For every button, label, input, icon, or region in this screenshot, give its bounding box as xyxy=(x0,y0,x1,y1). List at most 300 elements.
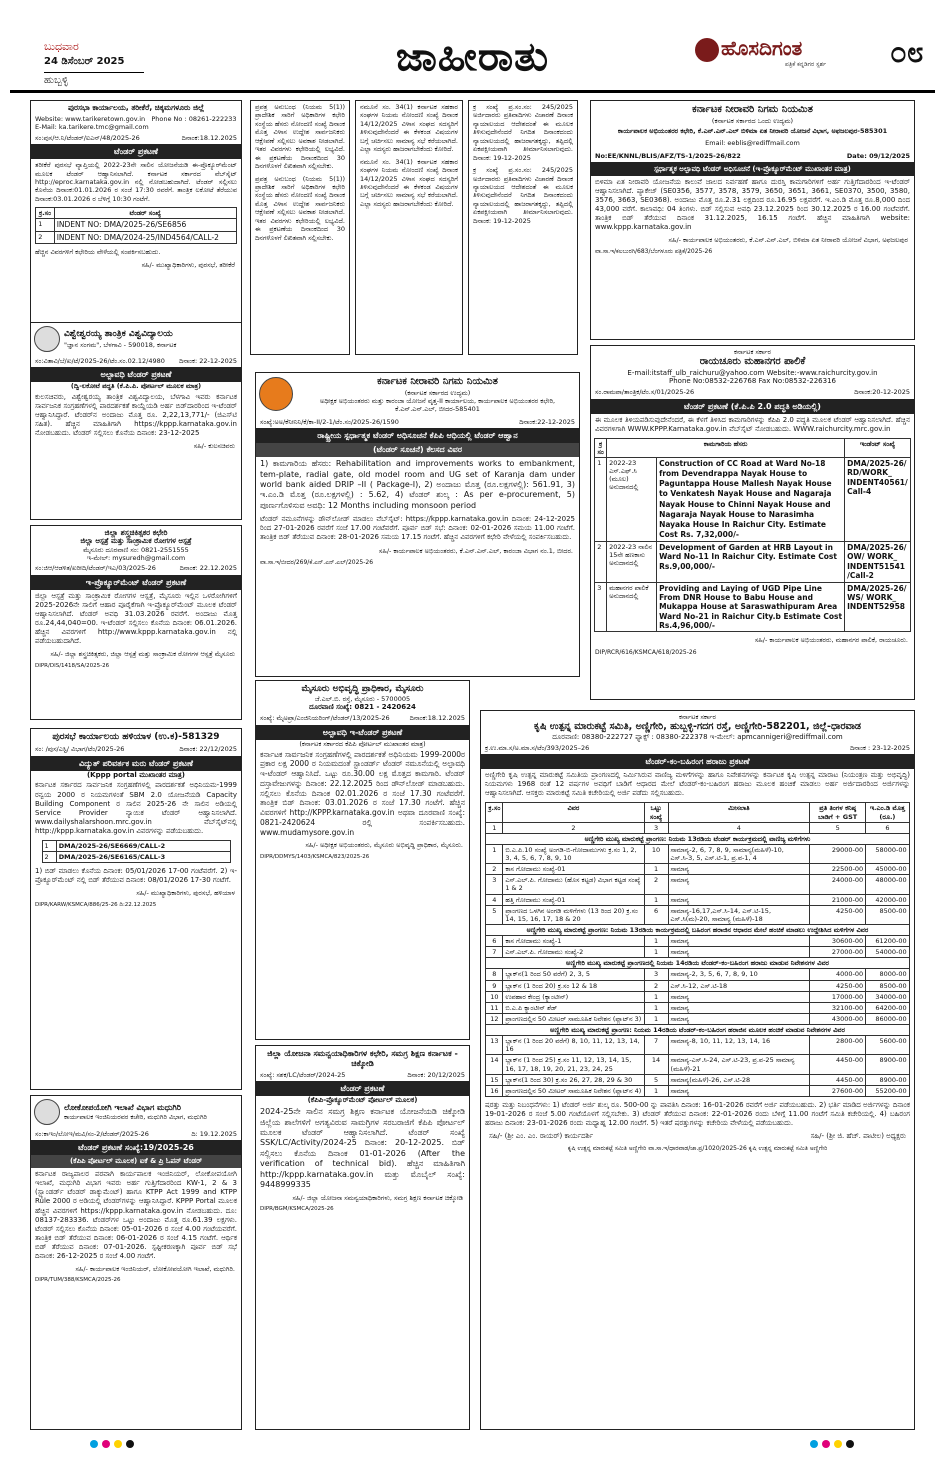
page-number: ೦೮ xyxy=(890,35,924,70)
cell: ಮಹಾನಗರ ಪಾಲಿಕೆ ಅನುದಾನದಲ್ಲಿ xyxy=(607,582,657,632)
ad-body-2: 1) ಬಿಡ್ ಮಾಡಲು ಕೊನೆಯ ದಿನಾಂಕ: 05/01/2026 17-00 ಗಂಟೆವರೆಗೆ. 2) ಇ-ಪ್ರೊಕ್ಯೂರ್‌ಮೆಂಟ್ ನಲ್ಲಿ ಬಿಡ್ ತೆರೆಯುವ ದಿನಾಂಕ: 08/01/2026 17-30 ಗಂಟೆಗೆ. xyxy=(35,867,237,885)
cell: ಹತ್ತಿ ಗೋದಾಮು ಸಂಖ್ಯೆ-01 xyxy=(503,894,644,905)
ad-body: ಬಿಳಿಮಾ ಏತ ನೀರಾವರಿ ಯೋಜನೆಯ ಕಾಲುವೆ ಜಾಲದ ನಿರ್ವಹಣೆ ಹಾಗೂ ದುರಸ್ತಿ ಕಾಮಗಾರಿಗಳಿಗೆ ಅರ್ಹ ಗುತ್ತಿಗೆದಾರರಿಂದ ಇ-ಟೆಂಡರ್ ಆಹ್ವಾನಿಸಲಾಗಿದೆ. ಪ್ಯಾಕೇಜ್ (SE0356, 3577, 3578, 3579, 3650, 3651, 3661, SE0370, 3500, 3580, 3576, 3663, SE0368). ಅಂದಾಜು ಮೊತ್ತ ರೂ.2.31 ಲಕ್ಷದಿಂದ ರೂ.16.95 ಲಕ್ಷವರೆಗೆ. ಇ.ಎಂ.ಡಿ ಮೊತ್ತ ರೂ.8,000 ದಿಂದ 43,000 ವರೆಗೆ. ಕಾಲಾವಧಿ: 04 ತಿಂಗಳು. ಬಿಡ್ ಸಲ್ಲಿಸುವ ಅವಧಿ 23.12.2025 ರಿಂದ 30.12.2025 ರ 16.00 ಗಂಟೆವರೆಗೆ. ತಾಂತ್ರಿಕ ಬಿಡ್ ತೆರೆಯುವ ದಿನಾಂಕ 31.12.2025, 16.15 ಗಂಟೆಗೆ. ಹೆಚ್ಚಿನ ಮಾಹಿತಿಗಾಗಿ website: www.kppp.karnataka.gov.in xyxy=(595,177,910,232)
cell: DMA/2025-26/SE6669/CALL-2 xyxy=(56,841,230,852)
cell: ಸಾಮಾನ್ಯ-2, 6, 7, 8, 9, ಸಾಮಾನ್ಯ(ಮಹಿಳೆ)-10, ಎಸ್.ಸಿ-3, 5, ಎಸ್.ಟಿ-1, ಪ್ರ.ವ-1, 4 xyxy=(668,844,810,863)
ad-date: ದಿ: 19.12.2025 xyxy=(191,1130,237,1138)
ad-signature: ಸಹಿ/- ಕಾರ್ಯಪಾಲಕ ಅಭಿಯಂತರರು, ಮಹಾನಗರ ಪಾಲಿಕೆ, ರಾಯಚೂರು. xyxy=(754,636,908,645)
ad-org: ಕೃಷಿ ಉತ್ಪನ್ನ ಮಾರುಕಟ್ಟೆ ಸಮಿತಿ, ಅಣ್ಣಿಗೇರಿ, ಹುಬ್ಬಳ್ಳಿ-ಗದಗ ರಸ್ತೆ, ಅಣ್ಣಿಗೇರಿ-582201, ಜಿಲ್ಲೆ-ಧಾರವಾಡ xyxy=(534,721,861,733)
th: ಕ್ರ.ಸಂ xyxy=(36,208,55,219)
cell: ಸಾಮಾನ್ಯ-16,17,ಎಸ್.ಸಿ-14, ಎಸ್.ಟಿ-15, ಎಸ್.ಸಿ(ಮ)-20, ಸಾಮಾನ್ಯ (ಮಹಿಳೆ)-18 xyxy=(668,905,810,924)
cell: 55200-00 xyxy=(866,1085,910,1096)
gov-emblem-icon xyxy=(34,1099,60,1125)
cell: 2 xyxy=(486,864,503,875)
ad-sub: (ಕರ್ನಾಟಕ ಸರ್ಕಾರದ ಉದ್ಯಮ) xyxy=(404,388,471,397)
cell: ಸಾಮಾನ್ಯ-ಎಸ್.ಸಿ-24, ಎಸ್.ಟಿ-23, ಪ್ರ.ವ-25 ಸಾಮಾನ್ಯ (ಮಹಿಳೆ)-21 xyxy=(668,1055,810,1074)
th: ಇ.ಎಂ.ಡಿ ಮೊತ್ತ (ರೂ.) xyxy=(866,803,910,822)
cell: 1 xyxy=(644,947,668,958)
ad-body: ಅಣ್ಣಿಗೇರಿ ಕೃಷಿ ಉತ್ಪನ್ನ ಮಾರುಕಟ್ಟೆ ಸಮಿತಿಯ ಪ್ರಾಂಗಣದಲ್ಲಿ ನಿರ್ಮಿಸಿರುವ ವಾಣಿಜ್ಯ ಮಳಿಗೆಗಳನ್ನು ಹಾಗೂ ನಿವೇಶನಗಳನ್ನು ಕರ್ನಾಟಕ ಕೃಷಿ ಉತ್ಪನ್ನ ಮಾರಾಟ (ನಿಯಂತ್ರಣ ಮತ್ತು ಅಭಿವೃದ್ಧಿ) ನಿಯಮಗಳು 1968 ರಂತೆ 12 ವರ್ಷಗಳ ಅವಧಿಗೆ ಬಾಡಿಗೆ ಆಧಾರದ ಮೇಲೆ ಟೆಂಡರ್-ಕಂ-ಬಹಿರಂಗ ಹರಾಜು ಮೂಲಕ ಹಂಚಿಕೆ ಮಾಡಲು ಅರ್ಹ ಅರ್ಜಿದಾರರಿಂದ ಅರ್ಜಿಗಳನ್ನು ಆಹ್ವಾನಿಸಲಾಗಿದೆ. ಆಸಕ್ತರು ಮಾರುಕಟ್ಟೆ ಸಮಿತಿ ಕಚೇರಿಯಲ್ಲಿ ಅರ್ಜಿ ಪಡೆದು ಸಲ್ಲಿಸಬಹುದು. xyxy=(485,771,910,798)
ad-signature: ಸಹಿ/- ಅಧೀಕ್ಷಕ ಅಭಿಯಂತರರು, ಮೈಸೂರು ಅಭಿವೃದ್ಧಿ ಪ್ರಾಧಿಕಾರ, ಮೈಸೂರು. xyxy=(305,841,463,850)
ad-office: ಅಧೀಕ್ಷಕ ಅಭಿಯಂತರರು ಮತ್ತು ಕಾರಂಜಾ ಯೋಜನೆ ವೃತ್ತ-II ಕಾರ್ಯಾಲಯ, ಕಾರ್ಯಪಾಲಕ ಅಭಿಯಂತರರ ಕಛೇರಿ, ಕೆ.ಎನ್.ಎನ್.ಎಲ್, ಬೀದರ-585401 xyxy=(319,396,556,413)
ad-body: ತರೀಕೆರೆ ಪುರಸಭೆ ವ್ಯಾಪ್ತಿಯಲ್ಲಿ 2022-23ನೇ ಸಾಲಿನ ಯೋಜನೆಯಡಿ ಈ-ಪ್ರೊಕ್ಯೂರ್‌ಮೆಂಟ್ ಮೂಲಕ ಟೆಂಡರ್ ಆಹ್ವಾನಿಸಲಾಗಿದೆ. ಕರ್ನಾಟಕ ಸರ್ಕಾರದ ವೆಬ್‌ಸೈಟ್ http://eproc.karnataka.gov.in ನಲ್ಲಿ ನೋಡಬಹುದಾಗಿದೆ. ಟೆಂಡರ್ ಸಲ್ಲಿಸಲು ಕೊನೆಯ ದಿನಾಂಕ:01.01.2026 ರ ಸಂಜೆ 17:30 ರವರೆಗೆ. ತಾಂತ್ರಿಕ ಲಕೋಟೆ ತೆರೆಯುವ ದಿನಾಂಕ:03.01.2026 ರ ಬೆಳಿಗ್ಗೆ 10:30 ಗಂಟೆಗೆ. xyxy=(35,161,237,203)
table-row xyxy=(486,1085,909,1096)
cell: ಎಸ್.ಸಿ-12, ಎಸ್.ಟಿ-18 xyxy=(668,980,810,991)
ad-email[interactable]: E-Mail: ka.tarikere.tmc@gmail.com xyxy=(35,123,149,132)
ad-date: ದಿನಾಂಕ:18.12.2025 xyxy=(181,133,237,142)
cell: 1 xyxy=(36,219,55,231)
ad-mysore-hospital xyxy=(30,525,242,720)
table-row xyxy=(42,841,230,852)
ad-body: ಕ್ರ ಸಂಖ್ಯೆ ಪ್ರ.ಸಂ.ಸಂ: 245/2025 ಅರ್ಜಿದಾರರು ಪ್ರತಿವಾದಿಗಳು ವಿಚಾರಣೆ ದಿನಾಂಕ ನ್ಯಾಯಾಲಯದ ಆದೇಶದಂತೆ ಈ ಮೂಲಕ ತಿಳಿಸುವುದೇನೆಂದರೆ ನಿಗದಿತ ದಿನಾಂಕದಂದು ನ್ಯಾಯಾಲಯದಲ್ಲಿ ಹಾಜರಾಗತಕ್ಕದ್ದು, ತಪ್ಪಿದಲ್ಲಿ ಏಕಪಕ್ಷೀಯವಾಗಿ ತೀರ್ಮಾನಿಸಲಾಗುವುದು. ದಿನಾಂಕ: 19-12-2025 xyxy=(473,166,573,225)
table-row xyxy=(486,1055,909,1074)
ad-sub: (ಕರ್ನಾಟಕ ಸರ್ಕಾರದ ಒಂದು ಉದ್ಯಮ) xyxy=(711,116,794,125)
cell: 5 xyxy=(486,905,503,924)
cell: 12 xyxy=(486,1013,503,1024)
ad-org: ಲೋಕೋಪಯೋಗಿ ಇಲಾಖೆ ವಿಭಾಗ ಮಧುಗಿರಿ xyxy=(64,1102,181,1112)
cell: 27600-00 xyxy=(810,1085,866,1096)
ad-dip: ವಾ.ಸಾ.ಇ/ಕಲಬುರಗಿ/683/ಬೆಂಗಳೂರು ಪತ್ರಿಕೆ/2025-26 xyxy=(595,248,713,256)
cell: 10 xyxy=(486,991,503,1002)
table-row xyxy=(42,852,230,863)
ad-signature-president: ಸಹಿ/- (ಶ್ರೀ ಜಿ. ಹೆಚ್. ಪಾಟೀಲ) ಅಧ್ಯಕ್ಷರು xyxy=(810,1132,906,1141)
cell: ಸಾಮಾನ್ಯ xyxy=(668,875,810,894)
ad-ref: ಸಂಖ್ಯೆ: ಸಶಕ/LC/ಟೆಂಡರ್/2024-25 xyxy=(260,1071,346,1079)
masthead xyxy=(695,36,885,68)
cell: 1 xyxy=(42,841,56,852)
cell: 4 xyxy=(668,822,810,833)
ad-gov: ಕರ್ನಾಟಕ ಸರ್ಕಾರ xyxy=(679,713,716,721)
ad-body: ಈ ಮೂಲಕ ತಿಳಿಯಪಡಿಸುವುದೇನೆಂದರೆ, ಈ ಕೆಳಗೆ ತಿಳಿಸಿದ ಕಾಮಗಾರಿಗಳನ್ನು ಕೆಪಿಪಿ 2.0 ಪದ್ಧತಿ ಮೂಲಕ ಟೆಂಡರ್ ಆಹ್ವಾನಿಸಲಾಗಿದೆ. ಹೆಚ್ಚಿನ ವಿವರಗಳಿಗಾಗಿ WWW.KPPP.Karnataka.gov.in ವೆಬ್‌ಸೈಟ್ ನೋಡಬಹುದು. WWW.raichurcity.mrc.gov.in xyxy=(595,415,910,433)
section-row: ಅಣ್ಣಿಗೇರಿ ಮುಖ್ಯ ಮಾರುಕಟ್ಟೆ ಪ್ರಾಂಗಣ: ನಿಯಮ 13ರಡಿಯ ಕಾರ್ಯಕ್ರಮದಲ್ಲಿ ಬಹಿರಂಗ ಹರಾಜಿನ ಆಧಾರದ ಮೇಲೆ ಹಂಚಿಕೆ ಮಾಡಲು ಉದ್ದೇಶಿಸಿದ ಮಳಿಗೆಗಳ ವಿವರ xyxy=(486,924,909,935)
ad-dip: DIP/RCR/616/KSMCA/618/2025-26 xyxy=(595,648,697,656)
print-registration-marks xyxy=(0,1440,945,1454)
cell: 2 xyxy=(42,852,56,863)
registration-dot-yellow-icon xyxy=(834,1440,842,1448)
cell: ಪ್ರಾಂಗಣದಲ್ಲಿನ 50 ಮೀಟರ್ ಸಾಮೂಹಿಕ ನಿವೇಶನ (ಪ್ಲಾಟ್‌ನ 4) xyxy=(503,1085,644,1096)
cell: 4000-00 xyxy=(810,969,866,980)
ad-date: ದಿನಾಂಕ:20-12-2025 xyxy=(854,388,910,397)
cell: 32100-00 xyxy=(810,1002,866,1013)
th: ವಿವರ xyxy=(503,803,644,822)
cell: 1 xyxy=(595,458,607,542)
ad-body: ಜಿಲ್ಲಾ ಆಸ್ಪತ್ರೆ ಮತ್ತು ಸಾಂಕ್ರಾಮಿಕ ರೋಗಗಳ ಆಸ್ಪತ್ರೆ, ಮೈಸೂರು ಇಲ್ಲಿನ ಒಳರೋಗಿಗಳಿಗೆ 2025-2026ನೇ ಸಾಲಿಗೆ ಆಹಾರ ಪೂರೈಕೆಗಾಗಿ ಇ-ಪ್ರೊಕ್ಯೂರ್‌ಮೆಂಟ್ ಮೂಲಕ ಟೆಂಡರ್ ಆಹ್ವಾನಿಸಲಾಗಿದೆ. ಟೆಂಡರ್ ಅವಧಿ 31.03.2026 ರವರೆಗೆ. ಅಂದಾಜು ಮೊತ್ತ ರೂ.24,44,040=00. ಇ-ಟೆಂಡರ್ ಸಲ್ಲಿಸಲು ಕೊನೆಯ ದಿನಾಂಕ: 06.01.2026. ಹೆಚ್ಚಿನ ವಿವರಗಳಿಗೆ http://www.kppp.karnataka.gov.in ನಲ್ಲಿ ಪಡೆಯಬಹುದಾಗಿದೆ. xyxy=(35,591,237,646)
cell: 2 xyxy=(644,980,668,991)
ad-body: ಕರ್ನಾಟಕ ಸರ್ಕಾರದ ಸಾರ್ವಜನಿಕ ಸಂಗ್ರಹಣೆಗಳಲ್ಲಿ ಪಾರದರ್ಶಕತೆ ಅಧಿನಿಯಮ-1999 ರನ್ವಯ 2000 ರ ನಿಯಮಗಳಂತೆ SBM 2.0 ಯೋಜನೆಯಡಿ Capacity Building Component ರ ಸಾಲಿನ 2025-26 ನೇ ಸಾಲಿನ ಅಡಿಯಲ್ಲಿ Service Provider ನ್ಯಾಯಿಕ ಟೆಂಡರ್ ಆಹ್ವಾನಿಸಲಾಗಿದೆ. www.dailyshalarshoon.mrc.gov.in ವೆಬ್‌ಸೈಟ್‌ನಲ್ಲಿ http://kppp.karnataka.gov.in ವಿವರಗಳನ್ನು ಪಡೆಯಬಹುದು. xyxy=(35,781,237,835)
cell: 42000-00 xyxy=(866,894,910,905)
ad-bar: ಅಲ್ಪಾವಧಿ ಇ-ಟೆಂಡರ್ ಪ್ರಕಟಣೆ xyxy=(256,726,469,740)
cell: 1 xyxy=(644,1013,668,1024)
table-row xyxy=(486,894,909,905)
cell: 6 xyxy=(486,936,503,947)
table-row xyxy=(486,980,909,991)
ad-pwd-madhugiri xyxy=(30,1095,242,1430)
ad-office: ಕಾರ್ಯಪಾಲಕ ಅಭಿಯಂತರರ ಕಛೇರಿ, ಕೆ.ಎನ್.ಎನ್.ಎಲ್ ಬಿಳಿಮಾ ಏತ ನೀರಾವರಿ ಯೋಜನೆ ವಿಭಾಗ, ಅಫಜಲಪುರ-585301 xyxy=(617,126,888,135)
cell: ಬಿ.ಎ.ಪಿ ಕ್ಯಾಂಟೀನ್ ಶೆಡ್ xyxy=(503,1002,644,1013)
cell: 1 xyxy=(644,1085,668,1096)
ad-date: ದಿನಾಂಕ: 22/12/2025 xyxy=(179,745,237,754)
cell: 8900-00 xyxy=(866,1074,910,1085)
cell: ಕಾಸ ಗೋದಾಮು ಸಂಖ್ಯೆ-1 xyxy=(503,936,644,947)
rows-group-4 xyxy=(486,1036,909,1097)
ad-phone: ದೂರವಾಣಿ ಸಂಖ್ಯೆ: 0821 - 2420624 xyxy=(309,703,416,712)
cell: 6 xyxy=(866,822,910,833)
ad-org: ಜಿಲ್ಲಾ ಶಸ್ತ್ರಚಿಕಿತ್ಸಕರ ಕಛೇರಿ xyxy=(104,528,168,537)
table-row xyxy=(595,582,911,632)
cell: Providing and Laying of UGD Pipe Line From DNR House to Babu House and Mukappa House at Saraswathipuram Area Ward No-21 in Raichur City.b Estimate Cost Rs.4,96,000/- xyxy=(657,582,845,632)
cell: DMA/2025-26/ RD/WORK_ INDENT40561/ Call-4 xyxy=(845,458,911,542)
ad-bar-sub: (ಕೆಪಿಪಿ-ಪ್ರೊಕ್ಯೂರ್‌ಮೆಂಟ್ ಪೋರ್ಟಲ್ ಮೂಲಕ) xyxy=(307,1096,418,1105)
table-row xyxy=(486,1036,909,1055)
table-row xyxy=(36,219,237,231)
ad-ref: ಸಂ.ರಾಮಪಾ/ತಾಂತ್ರಿಕ/ಟೆಂ.ಸ/01/2025-26 xyxy=(595,388,695,397)
section-row: ಅಣ್ಣಿಗೇರಿ ಮುಖ್ಯ ಮಾರುಕಟ್ಟೆ ಪ್ರಾಂಗಣದಲ್ಲಿ ನಿಯಮ 14ರಡಿಯ ಟೆಂಡರ್-ಕಂ-ಬಹಿರಂಗ ಹರಾಜು ಮಾಡುವ ನಿವೇಶನಗಳ ವಿವರ xyxy=(486,958,909,969)
th: ಇಂಡೆಂಟ್ ಸಂಖ್ಯೆ xyxy=(845,438,911,457)
page-title: ಜಾಹೀರಾತು xyxy=(395,33,550,80)
ad-body: ನಮೂನೆ ಸಂ. 34(1) ಕರ್ನಾಟಕ ಸಹಕಾರ ಸಂಘಗಳ ನಿಯಮ ನೋಂದಣಿ ಸಂಖ್ಯೆ ದಿನಾಂಕ 14/12/2025 ವಿಳಾಸ ಸಂಘದ ಸದಸ್ಯರಿಗೆ ತಿಳಿಸುವುದೇನೆಂದರೆ ಈ ಕೆಳಕಂಡ ವಿಷಯಗಳ ಬಗ್ಗೆ ಚರ್ಚಿಸಲು ಸಾಮಾನ್ಯ ಸಭೆ ಕರೆಯಲಾಗಿದೆ. ಎಲ್ಲಾ ಸದಸ್ಯರು ಹಾಜರಾಗಬೇಕೆಂದು ಕೋರಿದೆ. xyxy=(360,157,458,208)
shops-table xyxy=(485,802,909,1097)
ad-signature: ಸಹಿ/- ಜಿಲ್ಲಾ ಯೋಜನಾ ಸಮನ್ವಯಾಧಿಕಾರಿಗಳು, ಸಮಗ್ರ ಶಿಕ್ಷಣ ಕರ್ನಾಟಕ ಚಿಕ್ಕೋಡಿ xyxy=(292,1194,463,1203)
cell: 58000-00 xyxy=(866,844,910,863)
vtu-emblem-icon xyxy=(34,326,60,352)
ad-ref: ಸಂ:ಜಿಆ/ಆಡಳಿತ/ಖರೀದಿ/ಟೆಂಡರ್/ಇಎ/03/2025-26 xyxy=(35,564,156,573)
ad-note: ಷರತ್ತು ಮತ್ತು ನಿಬಂಧನೆಗಳು: 1) ಟೆಂಡರ್ ಅರ್ಜಿ ಶುಲ್ಕ ರೂ. 500-00 ನ್ನು ಪಾವತಿಸಿ ದಿನಾಂಕ: 16-01-2026 ರವರೆಗೆ ಅರ್ಜಿ ಪಡೆಯಬಹುದು. 2) ಭರ್ತಿ ಮಾಡಿದ ಅರ್ಜಿಗಳನ್ನು ದಿನಾಂಕ 19-01-2026 ರ ಸಂಜೆ 5.00 ಗಂಟೆಯೊಳಗೆ ಸಲ್ಲಿಸಬೇಕು. 3) ಟೆಂಡರ್ ತೆರೆಯುವ ದಿನಾಂಕ: 22-01-2026 ರಂದು ಬೆಳಿಗ್ಗೆ 11.00 ಗಂಟೆಗೆ ಸಮಿತಿ ಕಚೇರಿಯಲ್ಲಿ. 4) ಬಹಿರಂಗ ಹರಾಜು ದಿನಾಂಕ: 23-01-2026 ರಂದು ಮಧ್ಯಾಹ್ನ 12.00 ಗಂಟೆಗೆ. 5) ಇತರೆ ಷರತ್ತುಗಳನ್ನು ಕಚೇರಿಯ ವೇಳೆಯಲ್ಲಿ ಪಡೆಯಬಹುದು. xyxy=(485,1100,910,1128)
table-row xyxy=(595,458,911,542)
cell: 4250-00 xyxy=(810,905,866,924)
indent-table xyxy=(42,840,231,863)
ad-date: ದಿನಾಂಕ:18.12.2025 xyxy=(409,714,465,723)
ad-ref: ಸಂ: /ಪುಸ/ಎಸ್ಟಿ/ ವಿಭಾಗ/ಟೆಂ/2025-26 xyxy=(35,745,125,754)
cell: 6 xyxy=(644,905,668,924)
ad-bar: ಟೆಂಡರ್ ಪ್ರಕಟಣೆ xyxy=(31,145,241,159)
section-row: ಅಣ್ಣಿಗೇರಿ ಮುಖ್ಯ ಮಾರುಕಟ್ಟೆ ಪ್ರಾಂಗಣ: ನಿಯಮ 13ರಡಿಯ ಟೆಂಡರ್ ಕಾರ್ಯಕ್ರಮದಲ್ಲಿ ವಾಣಿಜ್ಯ ಮಳಿಗೆಗಳು xyxy=(486,833,909,844)
cell: 2 xyxy=(36,231,55,243)
ad-bar-sub: (ಕರ್ನಾಟಕ ಸರ್ಕಾರದ ಕೆಪಿಪಿ ಪೋರ್ಟಲ್ ಮುಖಾಂತರ ಮಾತ್ರ) xyxy=(299,739,426,748)
ad-society-notice xyxy=(355,100,463,355)
cell: ಉಪಹಾರ ಕೇಂದ್ರ (ಕ್ಯಾಂಟೀನ್) xyxy=(503,991,644,1002)
cell: ಸಾಮಾನ್ಯ xyxy=(668,991,810,1002)
cell: 1 xyxy=(644,894,668,905)
ad-ref: ಕ್ರ.ಉ.ಮಾ.ಸ/ಅ.ಮಾ.ಸ/ಟೆಂ/393/2025–26 xyxy=(485,743,590,752)
ad-ref: ಸಂ:ಪುಸ/ಆ.ನಿ/ಟೆಂಡರ್/ಐಎನ್/48/2025-26 xyxy=(35,133,140,142)
cell: 61200-00 xyxy=(866,936,910,947)
cell: 3 xyxy=(486,875,503,894)
cell: 8 xyxy=(486,969,503,980)
cell: 48000-00 xyxy=(866,875,910,894)
ad-body-2: ಟೆಂಡರ್ ನಮೂನೆಗಳನ್ನು ಡೌನ್‌ಲೋಡ್ ಮಾಡಲು ವೆಬ್‌ಸೈಟ್: https://kppp.karnataka.gov.in ದಿನಾಂಕ: 24-12-2025 ರಿಂದ 27-01-2026 ರವರೆಗೆ ಸಂಜೆ 17.00 ಗಂಟೆವರೆಗೆ. ಪೂರ್ವ ಬಿಡ್ ಸಭೆ: ದಿನಾಂಕ: 02-01-2026 ಸಮಯ 11.00 ಗಂಟೆಗೆ. ತಾಂತ್ರಿಕ ಬಿಡ್ ತೆರೆಯುವ ದಿನಾಂಕ: 28-01-2026 ಸಮಯ 17.15 ಗಂಟೆಗೆ. ಹೆಚ್ಚಿನ ವಿವರಗಳಿಗೆ ಕಛೇರಿ ವೇಳೆಯಲ್ಲಿ ಸಂಪರ್ಕಿಸಬಹುದು. xyxy=(260,515,575,542)
ad-ref: No:EE/KNNL/BLIS/AFZ/TS-1/2025-26/822 xyxy=(595,151,741,160)
cell: ಬ್ಲಾಕ್‌ನ(1 ರಿಂದ 30) ಕ್ರ.ಸಂ 26, 27, 28, 29 & 30 xyxy=(503,1074,644,1085)
ad-date: ದಿನಾಂಕ : 23-12-2025 xyxy=(849,743,910,752)
table-row xyxy=(486,947,909,958)
th: ಮೀಸಲಾತಿ xyxy=(668,803,810,822)
cell: 9 xyxy=(486,980,503,991)
table-row xyxy=(486,1013,909,1024)
ad-ref: ಸಂ:ವಿತಾವಿ/ಬೆ/ಖ/ಟೆ/2025-26/ಟೆಂ.ಸಂ.02.12/4980 xyxy=(35,357,165,365)
cell: 2022-23 ನಾಲಿನ 15ನೇ ಹಣಕಾಸು ಅನುದಾನದಲ್ಲಿ xyxy=(607,542,657,583)
cell: 13 xyxy=(486,1036,503,1055)
table-row xyxy=(486,844,909,863)
ad-bar-sub: (ಕೆಪಿಪಿ ಪೋರ್ಟಲ್ ಮೂಲಕ) ಐಕೆ & ಪ್ರಿ ಓಪನ್ ಟೆಂಡರ್ xyxy=(31,1155,241,1168)
cell: 86000-00 xyxy=(866,1013,910,1024)
ad-dip: ವಾ.ಸಾ.ಇ/ಬೀದರ/269/ಕೆ.ಎನ್.ಎನ್.ಎಲ್/2025-26 xyxy=(260,558,374,566)
cell: 8000-00 xyxy=(866,969,910,980)
cell: 8500-00 xyxy=(866,980,910,991)
ad-body: ಕುಲಸಚಿವರು, ವಿಶ್ವೇಶ್ವರಯ್ಯ ತಾಂತ್ರಿಕ ವಿಶ್ವವಿದ್ಯಾಲಯ, ಬೆಳಗಾವಿ ಇವರು ಕರ್ನಾಟಕ ಸಾರ್ವಜನಿಕ ಸಂಗ್ರಹಣೆಗಳಲ್ಲಿ ಪಾರದರ್ಶಕತೆ ಕಾಯ್ದೆಯಡಿ ಅರ್ಹ ಬಿಡ್‌ದಾರರಿಂದ ಇ-ಟೆಂಡರ್ ಆಹ್ವಾನಿಸಿದ್ದಾರೆ. ಟೆಂಡರ್‌ನ ಅಂದಾಜು ಮೊತ್ತ ರೂ. 2,22,13,771/- (ಜಿಎಸ್‌ಟಿ ಸಹಿತ). ಹೆಚ್ಚಿನ ಮಾಹಿತಿಗಾಗಿ https://kppp.karnataka.gov.in ನೋಡಬಹುದು. ಟೆಂಡರ್ ಸಲ್ಲಿಸಲು ಕೊನೆಯ ದಿನಾಂಕ: 23-12-2025 xyxy=(35,392,237,437)
ad-bar: ವಿದ್ಯುತ್ ಪರಿವರ್ತಕ ಮರು ಟೆಂಡರ್ ಪ್ರಕಟಣೆ xyxy=(31,757,241,771)
cell: ಸಾಮಾನ್ಯ xyxy=(668,1085,810,1096)
cell: 15 xyxy=(486,1074,503,1085)
header-rule xyxy=(10,90,935,93)
ad-vtu-tender xyxy=(30,322,242,520)
ad-ref: ಸಂ:ಕಾಇಂ/ಲೋಇ/ಮವಿ/ಸಂ-2/ಟೆಂಡರ್/2025-26 xyxy=(35,1130,149,1138)
issue-day: ಬುಧವಾರ xyxy=(44,40,79,53)
cell: ಸಾಮಾನ್ಯ xyxy=(668,1002,810,1013)
ad-note: ಹೆಚ್ಚಿನ ವಿವರಗಳಿಗೆ ಕಛೇರಿಯ ವೇಳೆಯಲ್ಲಿ ಸಂಪರ್ಕಿಸಬಹುದು. xyxy=(35,248,161,257)
ad-date: Date: 09/12/2025 xyxy=(846,151,910,160)
cell: 2 xyxy=(644,875,668,894)
ad-dip: DIPR/DDMYS/1403/KSMCA/823/2025-26 xyxy=(260,853,370,860)
ad-body: ಕ್ರ ಸಂಖ್ಯೆ ಪ್ರ.ಸಂ.ಸಂ: 245/2025 ಅರ್ಜಿದಾರರು ಪ್ರತಿವಾದಿಗಳು ವಿಚಾರಣೆ ದಿನಾಂಕ ನ್ಯಾಯಾಲಯದ ಆದೇಶದಂತೆ ಈ ಮೂಲಕ ತಿಳಿಸುವುದೇನೆಂದರೆ ನಿಗದಿತ ದಿನಾಂಕದಂದು ನ್ಯಾಯಾಲಯದಲ್ಲಿ ಹಾಜರಾಗತಕ್ಕದ್ದು, ತಪ್ಪಿದಲ್ಲಿ ಏಕಪಕ್ಷೀಯವಾಗಿ ತೀರ್ಮಾನಿಸಲಾಗುವುದು. ದಿನಾಂಕ: 19-12-2025 xyxy=(473,103,573,162)
ad-tarikere-tender xyxy=(30,100,242,345)
ad-dip: ಕೃಷಿ ಉತ್ಪನ್ನ ಮಾರುಕಟ್ಟೆ ಸಮಿತಿ ಅಣ್ಣಿಗೇರಿ ವಾ.ಸಾ.ಇ/ಧಾರವಾಡ/ಜಾ.ಪ್ರ/1020/2025-26 ಕೃಷಿ ಉತ್ಪನ್ನ ಮಾರುಕಟ್ಟೆ ಸಮಿತಿ ಅಣ್ಣಿಗೇರಿ xyxy=(567,1145,828,1152)
ad-bar: ಟೆಂಡರ್ ಪ್ರಕಟಣೆ xyxy=(256,1082,469,1096)
ad-bar: ಸ್ಪರ್ಧಾತ್ಮಕ ಅಲ್ಪಾವಧಿ ಟೆಂಡರ್ ಅಧಿಸೂಚನೆ (ಇ-ಪ್ರೊಕ್ಯೂರ್‌ಮೆಂಟ್ ಮುಖಾಂತರ ಮಾತ್ರ) xyxy=(591,163,914,176)
masthead-tagline: ಪತ್ರಿಕೆ ಕನ್ನಡಿಗರ ಸ್ಪರ್ಶ xyxy=(785,61,827,68)
ad-dip: DIPR/KARW/KSMCA/886/25-26 ದಿ:22.12.2025 xyxy=(35,901,157,908)
knnl-logo-icon xyxy=(259,377,293,411)
ad-signature: ಸಹಿ/- ಮುಖ್ಯಾಧಿಕಾರಿಗಳು, ಪುರಸಭೆ, ಹಳಿಯಾಳ xyxy=(136,889,235,898)
ad-org: ಕರ್ನಾಟಕ ನೀರಾವರಿ ನಿಗಮ ನಿಯಮಿತ xyxy=(377,376,498,387)
cell: ಸಾಮಾನ್ಯ xyxy=(668,864,810,875)
ad-bar: ಟೆಂಡರ್ ಪ್ರಕಟಣೆ ಸಂಖ್ಯೆ:19/2025-26 xyxy=(31,1141,241,1155)
cell: 7 xyxy=(486,947,503,958)
ad-body: ಪ್ರಪತ್ರ ಅನುಬಂಧ (ನಿಯಮ 5(1)) ಪ್ರಾದೇಶಿಕ ಸಾರಿಗೆ ಅಧಿಕಾರಿಗಳ ಕಛೇರಿ ಸಂಸ್ಥೆಯ ಹೆಸರು ನೋಂದಣಿ ಸಂಖ್ಯೆ ದಿನಾಂಕ ಮೊತ್ತ ವಿಳಾಸ ಉದ್ದೇಶ ಸಾರ್ವಜನಿಕರು ಆಕ್ಷೇಪಣೆ ಸಲ್ಲಿಸಲು ಅವಕಾಶ ನೀಡಲಾಗಿದೆ. ಇತರ ವಿವರಗಳು ಕಛೇರಿಯಲ್ಲಿ ಲಭ್ಯವಿದೆ. ಈ ಪ್ರಕಟಣೆಯ ದಿನಾಂಕದಿಂದ 30 ದಿನಗಳೊಳಗೆ ಲಿಖಿತವಾಗಿ ಸಲ್ಲಿಸಬೇಕು. xyxy=(255,103,345,171)
table-row xyxy=(486,1074,909,1085)
ad-email[interactable]: Email: eeblis@rediffmail.com xyxy=(705,139,800,148)
ad-knnl-bidar xyxy=(255,372,580,677)
cell: 34000-00 xyxy=(866,991,910,1002)
table-row xyxy=(486,969,909,980)
ad-phone: Phone No : 08261-222233 xyxy=(151,114,237,123)
registration-dot-cyan-icon xyxy=(810,1440,818,1448)
cell: 4 xyxy=(486,894,503,905)
ad-email[interactable]: E-mail:itstaff_ulb_raichuru@yahoo.com Website:-www.raichurcity.gov.in xyxy=(627,368,878,377)
ad-address: ಜೆ.ಎಲ್.ಬಿ. ರಸ್ತೆ, ಮೈಸೂರು - 5700005 xyxy=(314,695,411,704)
cell: ಎಸ್.ಎಲ್.ಪಿ. ಗೋದಾಮು ಸಂಖ್ಯೆ-2 xyxy=(503,947,644,958)
cell: 1 xyxy=(644,864,668,875)
cell: 64200-00 xyxy=(866,1002,910,1013)
registration-dot-yellow-icon xyxy=(114,1440,122,1448)
cell: ಪ್ರಾಂಗಣದಲ್ಲಿನ 50 ಮೀಟರ್ ಸಾಮೂಹಿಕ ನಿವೇಶನ (ಪ್ಲಾಟ್‌ನ 3) xyxy=(503,1013,644,1024)
th: ಪ್ರತಿ ತಿಂಗಳ ಕನಿಷ್ಠ ಬಾಡಿಗೆ + GST xyxy=(810,803,866,822)
cell: DMA/2025-26/ OW/ WORK_ INDENT51541 /Call-2 xyxy=(845,542,911,583)
ad-org: ಪುರಸಭಾ ಕಾರ್ಯಾಲಯ, ತರೀಕೆರೆ, ಚಿಕ್ಕಮಗಳೂರು ಜಿಲ್ಲೆ xyxy=(67,103,205,112)
cell: 2 xyxy=(595,542,607,583)
ad-signature: ಸಹಿ/- ಕುಲಸಚಿವರು xyxy=(193,442,235,451)
ad-bar: ಟೆಂಡರ್-ಕಂ-ಬಹಿರಂಗ ಹರಾಜು ಪ್ರಕಟಣೆ xyxy=(481,755,914,769)
cell: 7 xyxy=(644,1036,668,1055)
cell: 8500-00 xyxy=(866,905,910,924)
cell: ಬ್ಲಾಕ್‌ನ(1 ರಿಂದ 50 ವರೆಗೆ) 2, 3, 5 xyxy=(503,969,644,980)
cell: 17000-00 xyxy=(810,991,866,1002)
cell: INDENT NO: DMA/2024-25/IND4564/CALL-2 xyxy=(54,231,236,243)
ad-phone: ಮೈಸೂರು ದೂರವಾಣಿ ಸಂ: 0821-2551555 xyxy=(83,546,189,555)
cell: ಬ್ಲಾಕ್‌ನ (1 ರಿಂದ 25) ಕ್ರ.ಸಂ 11, 12, 13, 14, 15, 16, 17, 18, 19, 20, 21, 23, 24, 25 xyxy=(503,1055,644,1074)
ad-bar-sub: (ಟೆಂಡರ್ ಸೂಚನೆ) ಕೆಲಸದ ವಿವರ xyxy=(256,443,579,457)
cell: 3 xyxy=(595,582,607,632)
ad-date: ದಿನಾಂಕ: 20/12/2025 xyxy=(407,1071,465,1079)
cell: 5 xyxy=(644,1074,668,1085)
ad-bar: ಟೆಂಡರ್ ಪ್ರಕಟಣೆ (ಕೆ.ಪಿ.ಪಿ 2.0 ಪದ್ಧತಿ ಅಡಿಯಲ್ಲಿ) xyxy=(591,400,914,414)
cell: Development of Garden at HRB Layout in Ward No-11 In Raichur City. Estimate Cost Rs.9,00,000/- xyxy=(657,542,845,583)
registration-dot-black-icon xyxy=(846,1440,854,1448)
ad-body: ಕರ್ನಾಟಕ ಸಾರ್ವಜನಿಕ ಸಂಗ್ರಹಣೆಗಳಲ್ಲಿ ಪಾರದರ್ಶಕತೆ ಅಧಿನಿಯಮ 1999-2000ರ ಪ್ರಕಾರ ಲಕ್ಷ 2000 ರ ನಿಯಮದಂತೆ ಸ್ಟಾಂಡರ್ಡ್ ಟೆಂಡರ್ ನಮೂನೆಯಲ್ಲಿ ಅಲ್ಪಾವಧಿ ಇ-ಟೆಂಡರ್ ಆಹ್ವಾನಿಸಿದೆ. ಒಟ್ಟು ರೂ.30.00 ಲಕ್ಷ ಮೊತ್ತದ ಕಾಮಗಾರಿ. ಟೆಂಡರ್ ದಸ್ತಾವೇಜುಗಳನ್ನು ದಿನಾಂಕ: 22.12.2025 ರಿಂದ ಡೌನ್‌ಲೋಡ್ ಮಾಡಬಹುದು. ಸಲ್ಲಿಸಲು ಕೊನೆಯ ದಿನಾಂಕ 02.01.2026 ರ ಸಂಜೆ 17.30 ಗಂಟೆವರೆಗೆ. ತಾಂತ್ರಿಕ ಬಿಡ್ ದಿನಾಂಕ: 03.01.2026 ರ ಸಂಜೆ 17.30 ಗಂಟೆಗೆ. ಹೆಚ್ಚಿನ ವಿವರಗಳಿಗೆ http://KPPP.karnataka.gov.in ಅಥವಾ ದೂರವಾಣಿ ಸಂಖ್ಯೆ: 0821-2420624 ರಲ್ಲಿ ಸಂಪರ್ಕಿಸಬಹುದು. www.mudamysore.gov.in xyxy=(260,749,465,837)
section-row: ಅಣ್ಣಿಗೇರಿ ಮುಖ್ಯ ಮಾರುಕಟ್ಟೆ ಪ್ರಾಂಗಣ: ನಿಯಮ 14ರಡಿಯ ಟೆಂಡರ್-ಕಂ-ಬಹಿರಂಗ ಹರಾಜಿನ ಮೂಲಕ ಹಂಚಿಕೆ ಮಾಡುವ ನಿವೇಶನಗಳ ವಿವರ xyxy=(486,1025,909,1036)
ad-date: ದಿನಾಂಕ: 22.12.2025 xyxy=(179,564,237,573)
cell: ಸಾಮಾನ್ಯ-8, 10, 11, 12, 13, 14, 16 xyxy=(668,1036,810,1055)
indent-table xyxy=(35,207,237,244)
ad-signature-secretary: ಸಹಿ/- (ಶ್ರೀ ಎಂ. ಎಂ. ರಾಯರ್) ಕಾರ್ಯದರ್ಶಿ xyxy=(489,1132,594,1141)
registration-dot-magenta-icon xyxy=(822,1440,830,1448)
cell: DMA/2025-26/SE6165/CALL-3 xyxy=(56,852,230,863)
th: ಒಟ್ಟು ಸಂಖ್ಯೆ xyxy=(644,803,668,822)
cell: 45000-00 xyxy=(866,864,910,875)
cell: DMA/2025-26/ WS/ WORK_ INDENT52958 xyxy=(845,582,911,632)
rows-group-2 xyxy=(486,936,909,958)
cell: 4250-00 xyxy=(810,980,866,991)
cell: 29000-00 xyxy=(810,844,866,863)
table-row xyxy=(486,936,909,947)
ad-sub: "ಜ್ಞಾನ ಸಂಗಮ", ಬೆಳಗಾವಿ - 590018, ಕರ್ನಾಟಕ xyxy=(64,340,177,349)
ad-bar: ಇ-ಪ್ರೊಕ್ಯೂರ್‌ಮೆಂಟ್ ಟೆಂಡರ್ ಪ್ರಕಟಣೆ xyxy=(31,576,241,590)
cell: 2 xyxy=(503,822,644,833)
ad-signature: ಸಹಿ/- ಕಾರ್ಯಪಾಲಕ ಅಭಿಯಂತರರು, ಕೆ.ಎನ್.ಎನ್.ಎಲ್, ಬಿಳಿಮಾ ಏತ ನೀರಾವರಿ ಯೋಜನೆ ವಿಭಾಗ, ಅಫಜಲಪುರ xyxy=(668,236,908,245)
th: ಕಾಮಗಾರಿಯ ಹೆಸರು xyxy=(607,438,845,457)
issue-city: ಹುಬ್ಬಳ್ಳಿ xyxy=(44,72,144,88)
cell: ಎಸ್.ಎಲ್.ಪಿ. ಗೋದಾಮು (ಹೊಸ ಕಟ್ಟಡ) ವಿಭಾಗ ಕಟ್ಟಡ ಸಂಖ್ಯೆ 1 & 2 xyxy=(503,875,644,894)
cell: 2022-23 ಎಸ್.ಎಫ್.ಸಿ (ಮೂಲ) ಅನುದಾನದಲ್ಲಿ xyxy=(607,458,657,542)
ad-ref: ಸಂಖ್ಯೆ: ಮೈಅಪ್ರಾ/ಎಂಜಿನಿಯರಿಂಗ್/ಟೆಂಡರ್/13/2025-26 xyxy=(260,714,390,723)
cell: 11 xyxy=(486,1002,503,1013)
cell: 54000-00 xyxy=(866,947,910,958)
cell: 5600-00 xyxy=(866,1036,910,1055)
cell: 21000-00 xyxy=(810,894,866,905)
cell: 1 xyxy=(644,936,668,947)
registration-dot-cyan-icon xyxy=(90,1440,98,1448)
ad-body: ಕರ್ನಾಟಕ ರಾಜ್ಯಪಾಲರ ಪರವಾಗಿ ಕಾರ್ಯಪಾಲಕ ಇಂಜಿನಿಯರ್, ಲೋಕೋಪಯೋಗಿ ಇಲಾಖೆ, ಮಧುಗಿರಿ ವಿಭಾಗ ಇವರು ಅರ್ಹ ಗುತ್ತಿಗೆದಾರರಿಂದ KW-1, 2 & 3 (ಸ್ಟ್ಯಾಂಡರ್ಡ್ ಟೆಂಡರ್ ಡಾಕ್ಯುಮೆಂಟ್) ಹಾಗೂ KTPP Act 1999 and KTPP Rule 2000 ರ ಅಡಿಯಲ್ಲಿ ಟೆಂಡರ್‌ಗಳನ್ನು ಆಹ್ವಾನಿಸಿದ್ದಾರೆ. KPPP Portal ಮೂಲಕ ಹೆಚ್ಚಿನ ವಿವರಗಳಿಗೆ https://kppp.karnataka.gov.in ನೋಡಬಹುದು. ದೂ: 08137-283336. ಟೆಂಡರ್‌ಗಳ ಒಟ್ಟು ಅಂದಾಜು ಮೊತ್ತ ರೂ.61.39 ಲಕ್ಷಗಳು. ಟೆಂಡರ್ ಸಲ್ಲಿಸಲು ಕೊನೆಯ ದಿನಾಂಕ: 05-01-2026 ರ ಸಂಜೆ 4.00 ಗಂಟೆಯವರೆಗೆ. ತಾಂತ್ರಿಕ ಬಿಡ್ ತೆರೆಯುವ ದಿನಾಂಕ: 06-01-2026 ರ ಸಂಜೆ 4.15 ಗಂಟೆಗೆ. ಆರ್ಥಿಕ ಬಿಡ್ ತೆರೆಯುವ ದಿನಾಂಕ: 07-01-2026. ಸ್ಪಷ್ಟೀಕರಣಕ್ಕಾಗಿ ಪೂರ್ವ ಬಿಡ್ ಸಭೆ ದಿನಾಂಕ: 26-12-2025 ರ ಸಂಜೆ 4.00 ಗಂಟೆಗೆ. xyxy=(35,1170,237,1261)
cell: INDENT NO: DMA/2025-26/SE6856 xyxy=(54,219,236,231)
ad-haliyal-tender xyxy=(30,728,242,1090)
cell: ಸಾಮಾನ್ಯ xyxy=(668,947,810,958)
cell: ಸಾಮಾನ್ಯ xyxy=(668,1013,810,1024)
ad-signature: ಸಹಿ/- ಕಾರ್ಯಪಾಲಕ ಅಭಿಯಂತರರು, ಕೆ.ಎನ್.ಎನ್.ಎಲ್, ಕಾರಂಜಾ ವಿಭಾಗ ನಂ.1, ಬೀದರ. xyxy=(378,546,573,555)
cell: 22500-00 xyxy=(810,864,866,875)
th: ಟೆಂಡರ್ ಸಂಖ್ಯೆ xyxy=(54,208,236,219)
cell: 3 xyxy=(644,969,668,980)
table-row xyxy=(486,905,909,924)
cell: 2800-00 xyxy=(810,1036,866,1055)
cell: ಸಾಮಾನ್ಯ xyxy=(668,894,810,905)
cell: 8900-00 xyxy=(866,1055,910,1074)
ad-org: ಪುರಸಭೆ ಕಾರ್ಯಾಲಯ ಹಳಿಯಾಳ (ಉ.ಕ)-581329 xyxy=(52,732,220,742)
cell: ಕಾಸ ಗೋದಾಮು ಸಂಖ್ಯೆ-01 xyxy=(503,864,644,875)
table-row xyxy=(486,864,909,875)
ad-signature: ಸಹಿ/- ಕಾರ್ಯಪಾಲಕ ಇಂಜಿನಿಯರ್, ಲೋಕೋಪಯೋಗಿ ಇಲಾಖೆ, ಮಧುಗಿರಿ. xyxy=(75,1265,235,1274)
ad-org: ಕರ್ನಾಟಕ ನೀರಾವರಿ ನಿಗಮ ನಿಯಮಿತ xyxy=(692,104,813,115)
ad-date: ದಿನಾಂಕ:22-12-2025 xyxy=(519,417,575,426)
ad-sub: ಕಾರ್ಯಪಾಲಕ ಇಂಜಿನಿಯರವರ ಕಚೇರಿ, ಮಧುಗಿರಿ ವಿಭಾಗ, ಮಧುಗಿರಿ xyxy=(64,1112,207,1121)
ad-dip: DIPR/DIS/1418/SA/2025-26 xyxy=(35,662,110,669)
cell: 27000-00 xyxy=(810,947,866,958)
cell: 1 xyxy=(644,1002,668,1013)
table-row xyxy=(486,1002,909,1013)
cell: 5 xyxy=(810,822,866,833)
ad-signature: ಸಹಿ/- ಮುಖ್ಯಾಧಿಕಾರಿಗಳು, ಪುರಸಭೆ, ತರೀಕೆರೆ xyxy=(141,260,235,269)
table-row xyxy=(595,542,911,583)
ad-org: ವಿಶ್ವೇಶ್ವರಯ್ಯ ತಾಂತ್ರಿಕ ವಿಶ್ವವಿದ್ಯಾಲಯ xyxy=(64,329,173,340)
ad-bar: ರಾಷ್ಟ್ರೀಯ ಸ್ಪರ್ಧಾತ್ಮಕ ಟೆಂಡರ್ ಅಧಿಸೂಚನೆ ಕೆಪಿಪಿ ಆಧಿಯಲ್ಲಿ ಟೆಂಡರ್ ಆಹ್ವಾನ xyxy=(256,429,579,443)
cell: ಪ್ರಾಂಗಣದ ಒಳಗಿನ ಅಂಗಡಿ ಮಳಿಗೆಗಳು (13 ರಿಂದ 20) ಕ್ರ.ಸಂ 14, 15, 16, 17, 18 & 20 xyxy=(503,905,644,924)
th: ಕ್ರ ಸಂ xyxy=(595,438,607,457)
ad-phone: ದೂರವಾಣಿ: 08380-222727 ಫ್ಯಾಕ್ಸ್ : 08380-222378 ಇ-ಮೇಲ್: apmcannigeri@rediffmail.com xyxy=(552,733,843,741)
ad-bar-sub: (Kppp portal ಮುಖಾಂತರ ಮಾತ್ರ) xyxy=(86,770,185,779)
cell: 43000-00 xyxy=(810,1013,866,1024)
ad-dip: DIPR/TUM/388/KSMCA/2025-26 xyxy=(35,1277,121,1284)
table-row xyxy=(486,875,909,894)
ad-org: ಮೈಸೂರು ಅಭಿವೃದ್ಧಿ ಪ್ರಾಧಿಕಾರ, ಮೈಸೂರು xyxy=(301,684,424,694)
ad-email[interactable]: ಇ-ಮೇಲ್: mysuredh@gmail.com xyxy=(86,554,186,563)
cell: ಬ್ಲಾಕ್‌ನ (1 ರಿಂದ 20) ಕ್ರ.ಸಂ 12 & 18 xyxy=(503,980,644,991)
ad-body: ಪ್ರಪತ್ರ ಅನುಬಂಧ (ನಿಯಮ 5(1)) ಪ್ರಾದೇಶಿಕ ಸಾರಿಗೆ ಅಧಿಕಾರಿಗಳ ಕಛೇರಿ ಸಂಸ್ಥೆಯ ಹೆಸರು ನೋಂದಣಿ ಸಂಖ್ಯೆ ದಿನಾಂಕ ಮೊತ್ತ ವಿಳಾಸ ಉದ್ದೇಶ ಸಾರ್ವಜನಿಕರು ಆಕ್ಷೇಪಣೆ ಸಲ್ಲಿಸಲು ಅವಕಾಶ ನೀಡಲಾಗಿದೆ. ಇತರ ವಿವರಗಳು ಕಛೇರಿಯಲ್ಲಿ ಲಭ್ಯವಿದೆ. ಈ ಪ್ರಕಟಣೆಯ ದಿನಾಂಕದಿಂದ 30 ದಿನಗಳೊಳಗೆ ಲಿಖಿತವಾಗಿ ಸಲ್ಲಿಸಬೇಕು. xyxy=(255,174,345,242)
ad-bar: ಅಲ್ಪಾವಧಿ ಟೆಂಡರ್ ಪ್ರಕಟಣೆ xyxy=(31,368,241,382)
ad-body: 1) ಕಾಮಗಾರಿಯ ಹೆಸರು: Rehabilitation and improvements works to embankment, tem-plate, radial gate, old model room and UG set of Karanja dam under world bank aided DRIP –II ( Package-I), 2) ಅಂದಾಜು ಮೊತ್ತ (ರೂ.ಲಕ್ಷಗಳಲ್ಲಿ): 561.91, 3) ಇ.ಎಂ.ಡಿ ಮೊತ್ತ (ರೂ.ಲಕ್ಷಗಳಲ್ಲಿ) : 5.62, 4) ಟೆಂಡರ್ ಶುಲ್ಕ : As per e-procurement, 5) ಪೂರ್ಣಗೊಳಿಸುವ ಅವಧಿ: 12 Months including monsoon period xyxy=(260,459,575,510)
ad-bar-sub: (ದ್ವಿ-ಲಕೋಟೆ ಪದ್ಧತಿ (ಕೆ.ಪಿ.ಪಿ. ಪೋರ್ಟಲ್ ಮೂಲಕ ಮಾತ್ರ) xyxy=(70,382,202,391)
ad-ssk-chikkodi xyxy=(255,1045,470,1430)
registration-dot-black-icon xyxy=(126,1440,134,1448)
ad-signature: ಸಹಿ/- ಜಿಲ್ಲಾ ಶಸ್ತ್ರಚಿಕಿತ್ಸಕರು, ಜಿಲ್ಲಾ ಆಸ್ಪತ್ರೆ ಮತ್ತು ಸಾಂಕ್ರಾಮಿಕ ರೋಗಗಳ ಆಸ್ಪತ್ರೆ ಮೈಸೂರು xyxy=(50,650,235,659)
ad-knnl-afzalpur xyxy=(590,100,915,340)
ad-body: 2024-25ನೇ ಸಾಲಿನ ಸಮಗ್ರ ಶಿಕ್ಷಣ ಕರ್ನಾಟಕ ಯೋಜನೆಯಡಿ ಚಿಕ್ಕೋಡಿ ಜಿಲ್ಲೆಯ ಶಾಲೆಗಳಿಗೆ ಅಗತ್ಯವಿರುವ ಸಾಮಗ್ರಿಗಳ ಸರಬರಾಜಿಗೆ ಕೆಪಿಪಿ ಪೋರ್ಟಲ್ ಮೂಲಕ ಟೆಂಡರ್ ಆಹ್ವಾನಿಸಲಾಗಿದೆ. ಟೆಂಡರ್ ಸಂಖ್ಯೆ SSK/LC/Activity/2024-25 ದಿನಾಂಕ: 20-12-2025. ಬಿಡ್ ಸಲ್ಲಿಸಲು ಕೊನೆಯ ದಿನಾಂಕ 01-01-2026 (After the verification of technical bid). ಹೆಚ್ಚಿನ ಮಾಹಿತಿಗಾಗಿ http://kppp.karnataka.gov.in ಮತ್ತು ಮೊಬೈಲ್ ಸಂಖ್ಯೆ: 9448999335 xyxy=(260,1107,465,1189)
ad-gov: ಕರ್ನಾಟಕ ಸರ್ಕಾರ xyxy=(734,348,771,356)
cell: Construction of CC Road at Ward No-18 from Devendrappa Nayak House to Paguntappa House Mallesh Nayak House to Venkatesh Nayak House and Nagaraja Nayak House to Chinni Nayak House and Nagaraja Nayak House to Narasimha Nayaka House In Raichur City. Estimate Cost Rs. 7,32,000/- xyxy=(657,458,845,542)
cell: ಸಾಮಾನ್ಯ(ಮಹಿಳೆ)-26, ಎಸ್.ಟಿ-28 xyxy=(668,1074,810,1085)
registration-dot-magenta-icon xyxy=(102,1440,110,1448)
ad-org: ಜಿಲ್ಲಾ ಯೋಜನಾ ಸಮನ್ವಯಾಧಿಕಾರಿಗಳ ಕಛೇರಿ, ಸಮಗ್ರ ಶಿಕ್ಷಣ ಕರ್ನಾಟಕ - ಚಿಕ್ಕೋಡಿ xyxy=(267,1049,458,1068)
th: ಕ್ರ.ಸಂ xyxy=(486,803,503,822)
cell: 1 xyxy=(486,844,503,863)
ad-ref: ಸಂಖ್ಯೆ:ಅಅ/ಕೆನೀನಿನಿ/ಕೆ/ಕಾ-II/2-1/ಟೆಂ.ಸಂ/2025-26/1590 xyxy=(260,417,399,426)
cell: ಬ್ಲಾಕ್‌ನ (1 ರಿಂದ 20 ವರೆಗೆ) 8, 10, 11, 12, 13, 14, 16 xyxy=(503,1036,644,1055)
rows-group-1 xyxy=(486,844,909,924)
cell: ಸಾಮಾನ್ಯ xyxy=(668,936,810,947)
cell: 16 xyxy=(486,1085,503,1096)
cell: 3 xyxy=(644,822,668,833)
ad-sub: ಜಿಲ್ಲಾ ಆಸ್ಪತ್ರೆ ಮತ್ತು ಸಾಂಕ್ರಾಮಿಕ ರೋಗಗಳ ಆಸ್ಪತ್ರೆ xyxy=(80,537,192,546)
cell: 14 xyxy=(644,1055,668,1074)
cell: 14 xyxy=(486,1055,503,1074)
ad-date: ದಿನಾಂಕ: 22-12-2025 xyxy=(179,357,237,365)
cell: 4450-00 xyxy=(810,1074,866,1085)
ad-website[interactable]: Website: www.tarikeretown.gov.in xyxy=(35,114,146,123)
ad-muda-mysore xyxy=(255,680,470,1040)
masthead-name: ಹೊಸದಿಗಂತ xyxy=(721,36,803,60)
table-row xyxy=(36,231,237,243)
ad-phone: Phone No:08532-226768 Fax No:08532-226316 xyxy=(669,377,836,386)
ad-rto-notice xyxy=(250,100,350,355)
issue-date: 24 ಡಿಸೆಂಬರ್ 2025 xyxy=(44,56,125,67)
ad-raichur-corporation xyxy=(590,345,915,700)
ad-body: ನಮೂನೆ ಸಂ. 34(1) ಕರ್ನಾಟಕ ಸಹಕಾರ ಸಂಘಗಳ ನಿಯಮ ನೋಂದಣಿ ಸಂಖ್ಯೆ ದಿನಾಂಕ 14/12/2025 ವಿಳಾಸ ಸಂಘದ ಸದಸ್ಯರಿಗೆ ತಿಳಿಸುವುದೇನೆಂದರೆ ಈ ಕೆಳಕಂಡ ವಿಷಯಗಳ ಬಗ್ಗೆ ಚರ್ಚಿಸಲು ಸಾಮಾನ್ಯ ಸಭೆ ಕರೆಯಲಾಗಿದೆ. ಎಲ್ಲಾ ಸದಸ್ಯರು ಹಾಜರಾಗಬೇಕೆಂದು ಕೋರಿದೆ. xyxy=(360,103,458,154)
